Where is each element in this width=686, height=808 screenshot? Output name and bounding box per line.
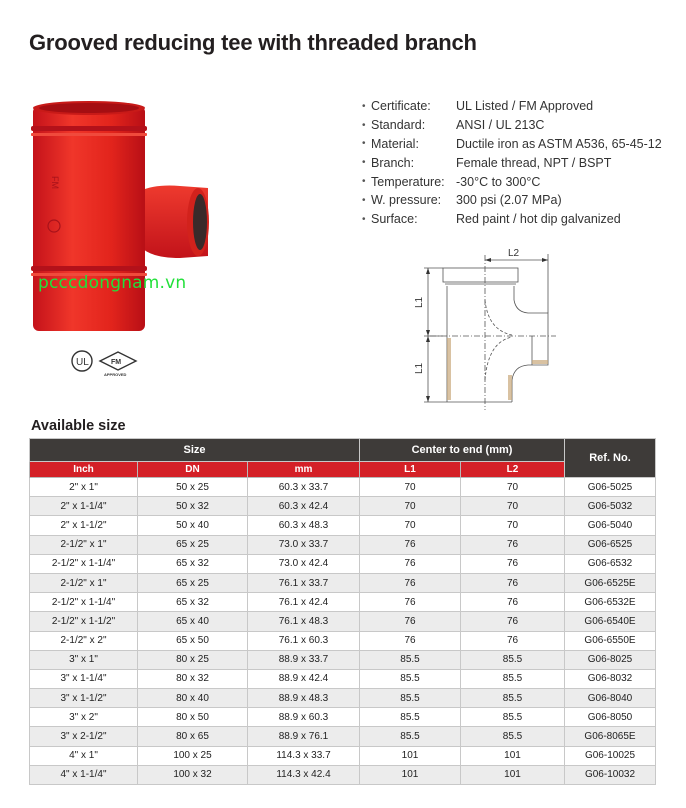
spec-material: • Material: Ductile iron as ASTM A536, 65-45-12	[362, 136, 662, 151]
table-row	[30, 631, 656, 650]
cell-mm: 88.9 x 60.3	[248, 708, 360, 727]
cell-dn: 100 x 25	[138, 746, 248, 765]
bullet-icon: •	[362, 100, 366, 112]
cell-l1: 76	[360, 573, 461, 592]
spec-surface: • Surface: Red paint / hot dip galvanized	[362, 212, 621, 227]
cell-l2: 76	[461, 631, 565, 650]
cell-mm: 76.1 x 42.4	[248, 593, 360, 612]
cell-inch: 2-1/2" x 1"	[30, 535, 138, 554]
cell-mm: 114.3 x 42.4	[248, 765, 360, 784]
cell-l2: 85.5	[461, 708, 565, 727]
svg-text:FM: FM	[50, 176, 60, 189]
cell-l1: 101	[360, 765, 461, 784]
cell-l1: 85.5	[360, 689, 461, 708]
cell-mm: 73.0 x 42.4	[248, 554, 360, 573]
svg-text:UL: UL	[76, 357, 89, 368]
cell-ref: G06-8050	[565, 708, 656, 727]
cell-l2: 85.5	[461, 669, 565, 688]
bullet-icon: •	[362, 176, 366, 188]
table-row	[30, 497, 656, 516]
cell-inch: 3" x 1-1/2"	[30, 689, 138, 708]
cell-inch: 2" x 1-1/2"	[30, 516, 138, 535]
bullet-icon: •	[362, 138, 366, 150]
dimension-label-l1-top: L1	[414, 296, 425, 308]
cell-inch: 2-1/2" x 1-1/4"	[30, 593, 138, 612]
dimension-label-l2: L2	[508, 248, 520, 259]
header-center-to-end: Center to end (mm)	[360, 439, 565, 462]
cell-mm: 76.1 x 33.7	[248, 573, 360, 592]
cell-l2: 101	[461, 765, 565, 784]
cell-l1: 70	[360, 478, 461, 497]
cell-dn: 65 x 25	[138, 573, 248, 592]
fm-approved-logo-icon	[100, 352, 136, 377]
cell-inch: 3" x 1"	[30, 650, 138, 669]
cell-mm: 88.9 x 42.4	[248, 669, 360, 688]
cell-inch: 2-1/2" x 1"	[30, 573, 138, 592]
section-title-available-size: Available size	[31, 418, 126, 434]
cell-dn: 50 x 32	[138, 497, 248, 516]
cell-dn: 50 x 40	[138, 516, 248, 535]
certification-logos	[70, 346, 150, 378]
cell-l1: 76	[360, 535, 461, 554]
cell-ref: G06-5032	[565, 497, 656, 516]
spec-branch: • Branch: Female thread, NPT / BSPT	[362, 155, 612, 170]
svg-text:APPROVED: APPROVED	[104, 372, 127, 377]
cell-l2: 101	[461, 746, 565, 765]
cell-l2: 76	[461, 573, 565, 592]
cell-inch: 3" x 2"	[30, 708, 138, 727]
cell-ref: G06-6540E	[565, 612, 656, 631]
cell-l2: 70	[461, 516, 565, 535]
cell-inch: 4" x 1-1/4"	[30, 765, 138, 784]
header-l2: L2	[461, 462, 565, 478]
cell-l1: 70	[360, 516, 461, 535]
cell-ref: G06-6525	[565, 535, 656, 554]
spec-list	[362, 97, 662, 229]
cell-inch: 2-1/2" x 2"	[30, 631, 138, 650]
spec-pressure: • W. pressure: 300 psi (2.07 MPa)	[362, 193, 562, 208]
table-row	[30, 765, 656, 784]
page-title: Grooved reducing tee with threaded branch	[29, 30, 477, 55]
cell-ref: G06-10032	[565, 765, 656, 784]
cell-ref: G06-6525E	[565, 573, 656, 592]
header-size: Size	[30, 439, 360, 462]
cell-l1: 76	[360, 631, 461, 650]
cell-ref: G06-8040	[565, 689, 656, 708]
cell-l1: 85.5	[360, 650, 461, 669]
cell-l2: 70	[461, 497, 565, 516]
bullet-icon: •	[362, 119, 366, 131]
cell-inch: 2" x 1"	[30, 478, 138, 497]
header-l1: L1	[360, 462, 461, 478]
cell-mm: 88.9 x 33.7	[248, 650, 360, 669]
cell-inch: 2-1/2" x 1-1/4"	[30, 554, 138, 573]
cell-inch: 3" x 2-1/2"	[30, 727, 138, 746]
cell-dn: 80 x 40	[138, 689, 248, 708]
cell-ref: G06-8025	[565, 650, 656, 669]
cell-ref: G06-8032	[565, 669, 656, 688]
spec-certificate: • Certificate: UL Listed / FM Approved	[362, 99, 594, 114]
cell-l1: 85.5	[360, 727, 461, 746]
cell-dn: 100 x 32	[138, 765, 248, 784]
table-row	[30, 573, 656, 592]
cell-inch: 3" x 1-1/4"	[30, 669, 138, 688]
table-row	[30, 612, 656, 631]
table-row	[30, 746, 656, 765]
cell-ref: G06-5025	[565, 478, 656, 497]
cell-l2: 76	[461, 593, 565, 612]
table-row	[30, 650, 656, 669]
cell-l1: 76	[360, 593, 461, 612]
spec-temperature: • Temperature: -30°C to 300°C	[362, 174, 541, 189]
table-row	[30, 478, 656, 497]
cell-dn: 65 x 50	[138, 631, 248, 650]
cell-inch: 2" x 1-1/4"	[30, 497, 138, 516]
cell-dn: 80 x 25	[138, 650, 248, 669]
table-row	[30, 727, 656, 746]
table-row	[30, 593, 656, 612]
cell-dn: 65 x 40	[138, 612, 248, 631]
cell-mm: 60.3 x 48.3	[248, 516, 360, 535]
cell-dn: 80 x 50	[138, 708, 248, 727]
table-row	[30, 516, 656, 535]
spec-standard: • Standard: ANSI / UL 213C	[362, 118, 545, 133]
watermark-text: pcccdongnam.vn	[38, 273, 187, 293]
cell-l1: 85.5	[360, 669, 461, 688]
cell-ref: G06-6532E	[565, 593, 656, 612]
cell-l2: 76	[461, 612, 565, 631]
technical-drawing	[400, 240, 570, 410]
cell-dn: 80 x 32	[138, 669, 248, 688]
header-inch: Inch	[30, 462, 138, 478]
header-mm: mm	[248, 462, 360, 478]
table-row	[30, 708, 656, 727]
cell-l1: 76	[360, 612, 461, 631]
cell-ref: G06-5040	[565, 516, 656, 535]
cell-dn: 50 x 25	[138, 478, 248, 497]
cell-dn: 65 x 32	[138, 593, 248, 612]
cell-ref: G06-6532	[565, 554, 656, 573]
cell-l2: 85.5	[461, 727, 565, 746]
cell-mm: 73.0 x 33.7	[248, 535, 360, 554]
cell-l1: 70	[360, 497, 461, 516]
bullet-icon: •	[362, 157, 366, 169]
svg-text:FM: FM	[111, 359, 122, 366]
cell-ref: G06-10025	[565, 746, 656, 765]
cell-l1: 76	[360, 554, 461, 573]
cell-l1: 101	[360, 746, 461, 765]
cell-l2: 85.5	[461, 650, 565, 669]
cell-l2: 70	[461, 478, 565, 497]
header-dn: DN	[138, 462, 248, 478]
cell-ref: G06-8065E	[565, 727, 656, 746]
table-row	[30, 554, 656, 573]
cell-mm: 60.3 x 42.4	[248, 497, 360, 516]
cell-mm: 114.3 x 33.7	[248, 746, 360, 765]
cell-mm: 76.1 x 60.3	[248, 631, 360, 650]
cell-mm: 76.1 x 48.3	[248, 612, 360, 631]
bullet-icon: •	[362, 213, 366, 225]
header-ref-no: Ref. No.	[565, 439, 656, 478]
cell-dn: 65 x 25	[138, 535, 248, 554]
cell-dn: 65 x 32	[138, 554, 248, 573]
size-table	[29, 438, 656, 785]
cell-l2: 85.5	[461, 689, 565, 708]
table-row	[30, 535, 656, 554]
cell-dn: 80 x 65	[138, 727, 248, 746]
table-row	[30, 669, 656, 688]
cell-inch: 2-1/2" x 1-1/2"	[30, 612, 138, 631]
cell-mm: 60.3 x 33.7	[248, 478, 360, 497]
cell-l2: 76	[461, 554, 565, 573]
table-row	[30, 689, 656, 708]
bullet-icon: •	[362, 194, 366, 206]
dimension-label-l1-bottom: L1	[414, 362, 425, 374]
product-image	[30, 96, 210, 346]
cell-ref: G06-6550E	[565, 631, 656, 650]
cell-mm: 88.9 x 48.3	[248, 689, 360, 708]
cell-l1: 85.5	[360, 708, 461, 727]
ul-logo-icon	[72, 351, 92, 371]
cell-inch: 4" x 1"	[30, 746, 138, 765]
cell-l2: 76	[461, 535, 565, 554]
cell-mm: 88.9 x 76.1	[248, 727, 360, 746]
